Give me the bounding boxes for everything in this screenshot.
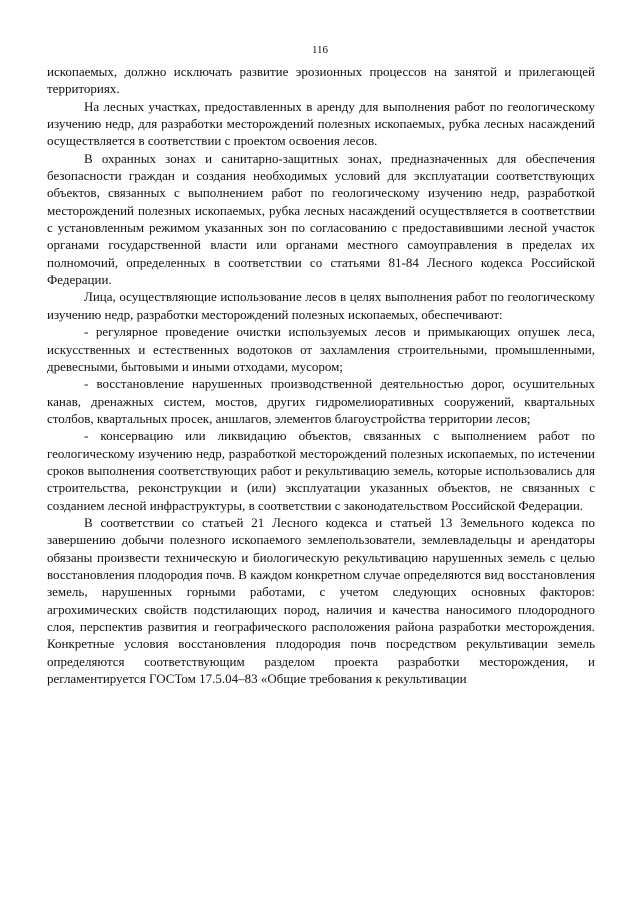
list-item-restoration: - восстановление нарушенных производственной деятельностью дорог, осушительных канав, дренажных систем, мостов, других гидромелиоративных сооружений, квартальных столбов, квартальных просек, аншлагов, элементов благоустройства территории лесов; bbox=[47, 376, 595, 426]
paragraph-protection-zones: В охранных зонах и санитарно-защитных зонах, предназначенных для обеспечения безопасности граждан и создания необходимых условий для эксплуатации соответствующих объектов, связанных с выполнением работ по геологическому изучению недр, разработкой месторождений полезных ископаемых, рубка лесных насаждений осуществляется в соответствии с установленным режимом указанных зон по согласованию с предоставившими лесной участок органами государственной власти или органами местного самоуправления в пределах их полномочий, определенных в соответствии со статьями 81-84 Лесного кодекса Российской Федерации. bbox=[47, 150, 595, 288]
page-number: 116 bbox=[311, 44, 329, 56]
list-item-cleaning: - регулярное проведение очистки используемых лесов и примыкающих опушек леса, искусственных и естественных водотоков от захламления строительными, промышленными, древесными, бытовыми и иными отходами, мусором; bbox=[47, 324, 595, 374]
paragraph-recultivation: В соответствии со статьей 21 Лесного кодекса и статьей 13 Земельного кодекса по завершению добычи полезного ископаемого землепользователи, землевладельцы и арендаторы обязаны произвести техническую и биологическую рекультивацию нарушенных земель с целью восстановления плодородия почв. В каждом конкретном случае определяются вид восстановления земель, нарушенных горными работами, с учетом следующих основных факторов: агрохимических свойств подстилающих пород, наличия и качества наносимого плодородного слоя, перспектив развития и географического расположения района разработки месторождения. Конкретные условия восстановления плодородия почв посредством рекультивации земель определяются соответствующим разделом проекта разработки месторождения, и регламентируется ГОСТом 17.5.04–83 «Общие требования к рекультивации bbox=[47, 514, 595, 687]
paragraph-continuation: ископаемых, должно исключать развитие эрозионных процессов на занятой и прилегающей территориях. bbox=[47, 64, 595, 97]
paragraph-lease-felling: На лесных участках, предоставленных в аренду для выполнения работ по геологическому изучению недр, для разработки месторождений полезных ископаемых, рубка лесных насаждений осуществляется в соответствии с проектом освоения лесов. bbox=[47, 98, 595, 149]
paragraph-obligations-intro: Лица, осуществляющие использование лесов в целях выполнения работ по геологическому изучению недр, разработки месторождений полезных ископаемых, обеспечивают: bbox=[47, 289, 595, 322]
list-item-conservation: - консервацию или ликвидацию объектов, связанных с выполнением работ по геологическому изучению недр, разработкой месторождений полезных ископаемых, по истечении сроков выполнения соответствующих работ и рекультивацию земель, которые использовались для строительства, реконструкции и (или) эксплуатации указанных объектов, не связанных с созданием лесной инфраструктуры, в соответствии с законодательством Российской Федерации. bbox=[47, 428, 595, 513]
page-body bbox=[47, 63, 595, 687]
